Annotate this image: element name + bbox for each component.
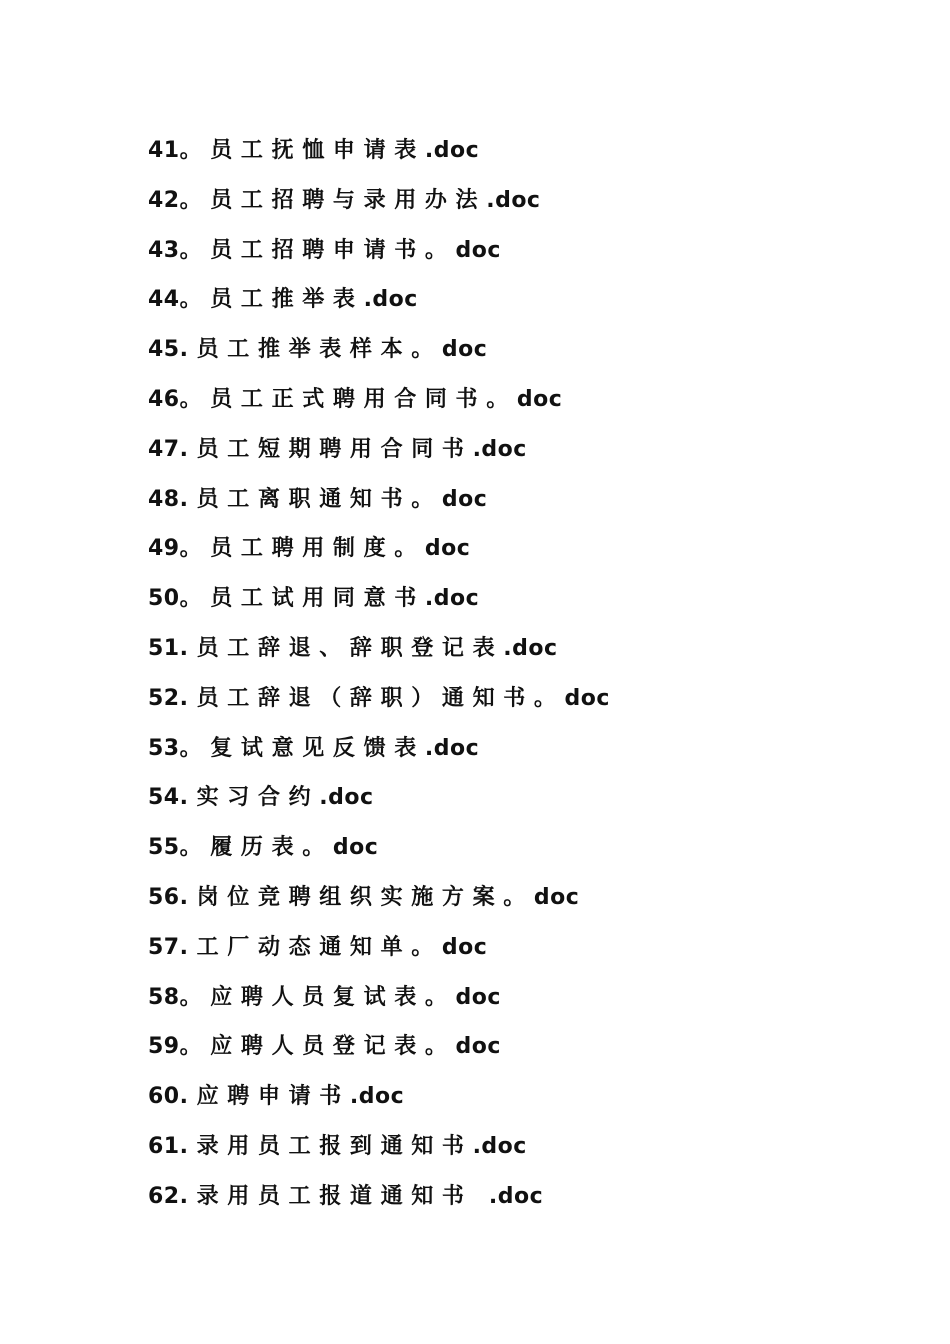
list-item: 45. 员 工 推 举 表 样 本 。 doc <box>148 337 488 363</box>
list-item: 48. 员 工 离 职 通 知 书 。 doc <box>148 486 488 512</box>
list-item: 57. 工 厂 动 态 通 知 单 。 doc <box>148 934 488 960</box>
list-item: 43。 员 工 招 聘 申 请 书 。 doc <box>148 237 501 263</box>
list-item: 44。 员 工 推 举 表 .doc <box>148 287 418 313</box>
file-list <box>148 126 610 1222</box>
list-item: 53。 复 试 意 见 反 馈 表 .doc <box>148 735 480 761</box>
list-item: 59。 应 聘 人 员 登 记 表 。 doc <box>148 1034 501 1060</box>
list-item: 58。 应 聘 人 员 复 试 表 。 doc <box>148 984 501 1010</box>
list-item: 41。 员 工 抚 恤 申 请 表 .doc <box>148 138 480 163</box>
list-item: 52. 员 工 辞 退 （ 辞 职 ） 通 知 书 。 doc <box>148 685 610 711</box>
list-item: 62. 录 用 员 工 报 道 通 知 书 .doc <box>148 1183 544 1209</box>
list-item: 54. 实 习 合 约 .doc <box>148 785 374 811</box>
list-item: 46。 员 工 正 式 聘 用 合 同 书 。 doc <box>148 386 563 412</box>
list-item: 49。 员 工 聘 用 制 度 。 doc <box>148 536 471 562</box>
list-item: 42。 员 工 招 聘 与 录 用 办 法 .doc <box>148 187 541 213</box>
list-item: 47. 员 工 短 期 聘 用 合 同 书 .doc <box>148 436 527 462</box>
list-item: 50。 员 工 试 用 同 意 书 .doc <box>148 586 480 612</box>
list-item: 60. 应 聘 申 请 书 .doc <box>148 1084 405 1110</box>
list-item: 55。 履 历 表 。 doc <box>148 835 379 861</box>
list-item: 56. 岗 位 竞 聘 组 织 实 施 方 案 。 doc <box>148 884 580 910</box>
list-item: 61. 录 用 员 工 报 到 通 知 书 .doc <box>148 1133 527 1159</box>
list-item: 51. 员 工 辞 退 、 辞 职 登 记 表 .doc <box>148 635 558 661</box>
